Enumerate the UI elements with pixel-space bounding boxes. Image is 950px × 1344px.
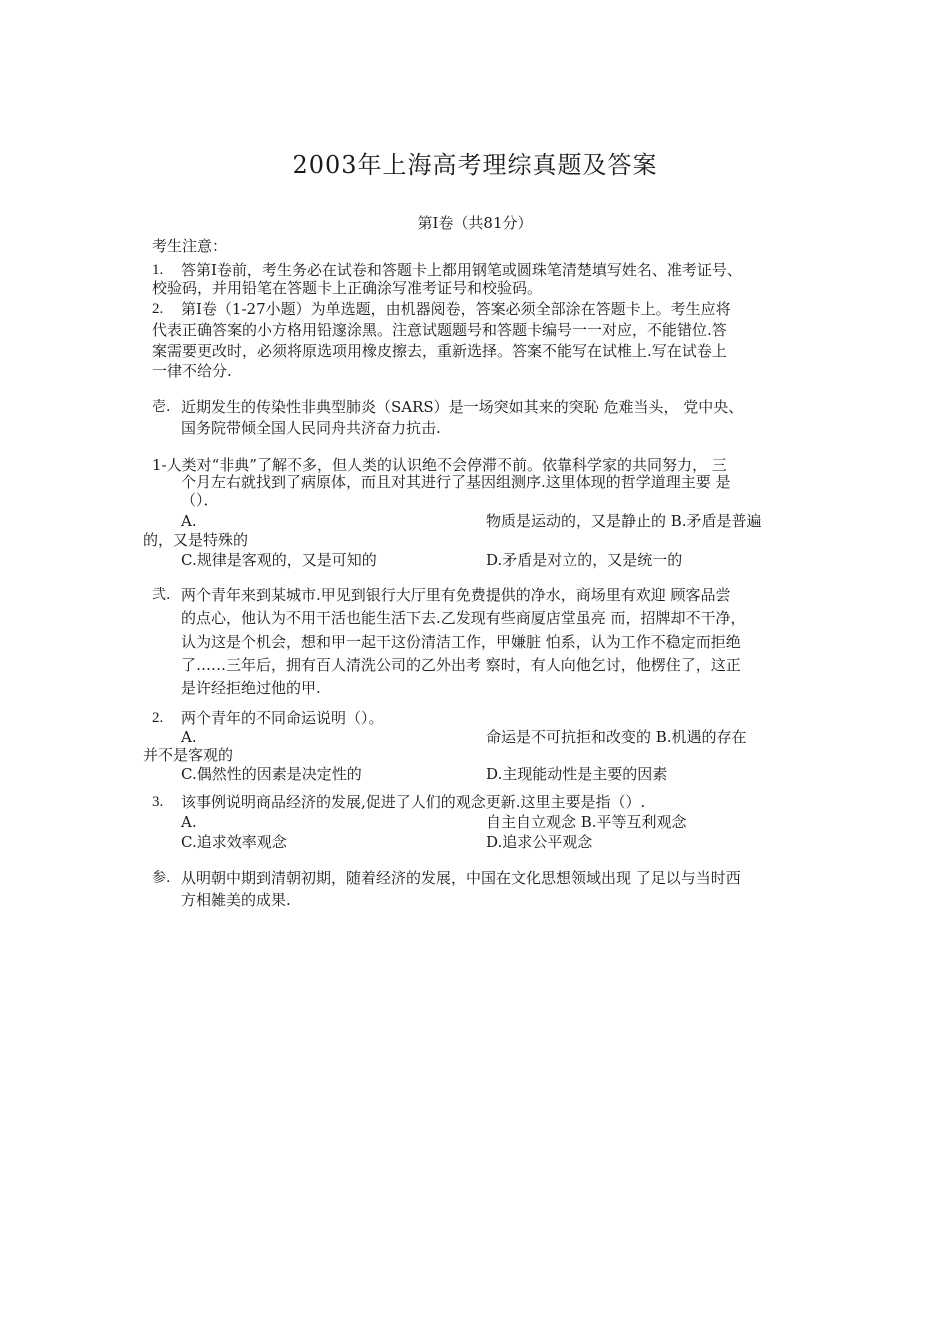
notice-item-2-line-1: 第Ⅰ卷（1-27小题）为单选题，由机器阅卷，答案必须全部涂在答题卡上。考生应将 [181, 300, 731, 318]
question-2-option-a-continued: 并不是客观的 [143, 746, 234, 764]
question-1-line-2: 个月左右就找到了病原体，而且对其进行了基因组测序.这里体现的哲学道理主要 是 [181, 473, 731, 491]
question-1-option-c: C.规律是客观的，又是可知的 [181, 551, 377, 569]
section-2-marker: 弐. [152, 587, 171, 603]
section-2-line-2: 的点心，他认为不用干活也能生活下去.乙发现有些商厦店堂虽亮 而，招牌却不干净， [181, 609, 746, 627]
question-1-option-d: D.矛盾是对立的，又是统一的 [486, 551, 683, 569]
section-1-marker: 壱. [152, 399, 171, 415]
question-2-number: 2. [152, 710, 164, 726]
notice-item-2-line-2: 代表正确答案的小方格用铅邃涂黑。注意试题题号和答题卡编号一一对应，不能错位.答 [152, 321, 727, 339]
section-3-marker: 参. [152, 870, 171, 886]
question-2-option-a-text: 命运是不可抗拒和改变的 B.机遇的存在 [486, 728, 747, 746]
question-2-option-a-label: A. [181, 728, 197, 746]
question-2-option-d: D.主现能动性是主要的因素 [486, 765, 668, 783]
notice-item-1-line-1: 答第Ⅰ卷前，考生务必在试卷和答题卡上都用钢笔或圆珠笔清楚填写姓名、准考证号、 [181, 261, 742, 279]
question-1-line-1: 1-人类对“非典”了解不多，但人类的认识绝不会停滞不前。依靠科学家的共同努力， 三 [152, 456, 727, 474]
notice-item-2-number: 2. [152, 301, 164, 317]
section-1-line-2: 国务院带倾全国人民同舟共济奋力抗击. [181, 419, 441, 437]
notice-item-2-line-4: 一律不给分. [152, 362, 232, 380]
document-title: 2003年上海高考理综真题及答案 [292, 151, 658, 179]
question-1-option-a-continued: 的，又是特殊的 [143, 531, 249, 549]
part-heading: 第Ⅰ卷（共81分） [417, 214, 533, 232]
notice-item-1-number: 1. [152, 262, 164, 278]
question-1-line-3: （）． [181, 491, 219, 509]
question-3-option-c: C.追求效率观念 [181, 833, 287, 851]
section-3-line-1: 从明朝中期到清朝初期，随着经济的发展，中国在文化思想领域出现 了足以与当时西 [181, 869, 741, 887]
question-3-option-d: D.追求公平观念 [486, 833, 593, 851]
section-2-line-4: 了……三年后，拥有百人清洗公司的乙外出考 察时，有人向他乞讨，他楞住了，这正 [181, 656, 741, 674]
section-3-line-2: 方相雑美的成果. [181, 891, 291, 909]
section-2-line-5: 是许经拒绝过他的甲. [181, 679, 321, 697]
question-3-number: 3. [152, 794, 164, 810]
question-2-option-c: C.偶然性的因素是决定性的 [181, 765, 362, 783]
section-2-line-3: 认为这是个机会，想和甲一起干这份清洁工作，甲嫌脏 怕系，认为工作不稳定而拒绝 [181, 633, 741, 651]
notice-heading: 考生注意： [152, 237, 228, 255]
section-2-line-1: 两个青年来到某城市.甲见到银行大厅里有免费提供的净水，商场里有欢迎 顾客品尝 [181, 586, 731, 604]
notice-item-2-line-3: 案需要更改时，必须将原选项用橡皮擦去，重新选择。答案不能写在试椎上.写在试卷上 [152, 342, 727, 360]
section-1-line-1: 近期发生的传染性非典型肺炎（SARS）是一场突如其来的突恥 危难当头， 党中央、 [181, 398, 744, 416]
notice-item-1-line-2: 校验码，并用铅笔在答题卡上正确涂写准考证号和校验码。 [152, 279, 543, 297]
question-3-stem: 该事例说明商品经济的发展,促进了人们的观念更新.这里主要是指（）. [181, 793, 646, 811]
question-2-stem: 两个青年的不同命运说明（）。 [181, 709, 384, 727]
question-1-option-a-text: 物质是运动的，又是静止的 B.矛盾是普遍 [486, 512, 762, 530]
question-3-option-a-label: A. [181, 813, 197, 831]
question-3-option-a-text: 自主自立观念 B.平等互利观念 [486, 813, 687, 831]
question-1-option-a-label: A. [181, 512, 197, 530]
